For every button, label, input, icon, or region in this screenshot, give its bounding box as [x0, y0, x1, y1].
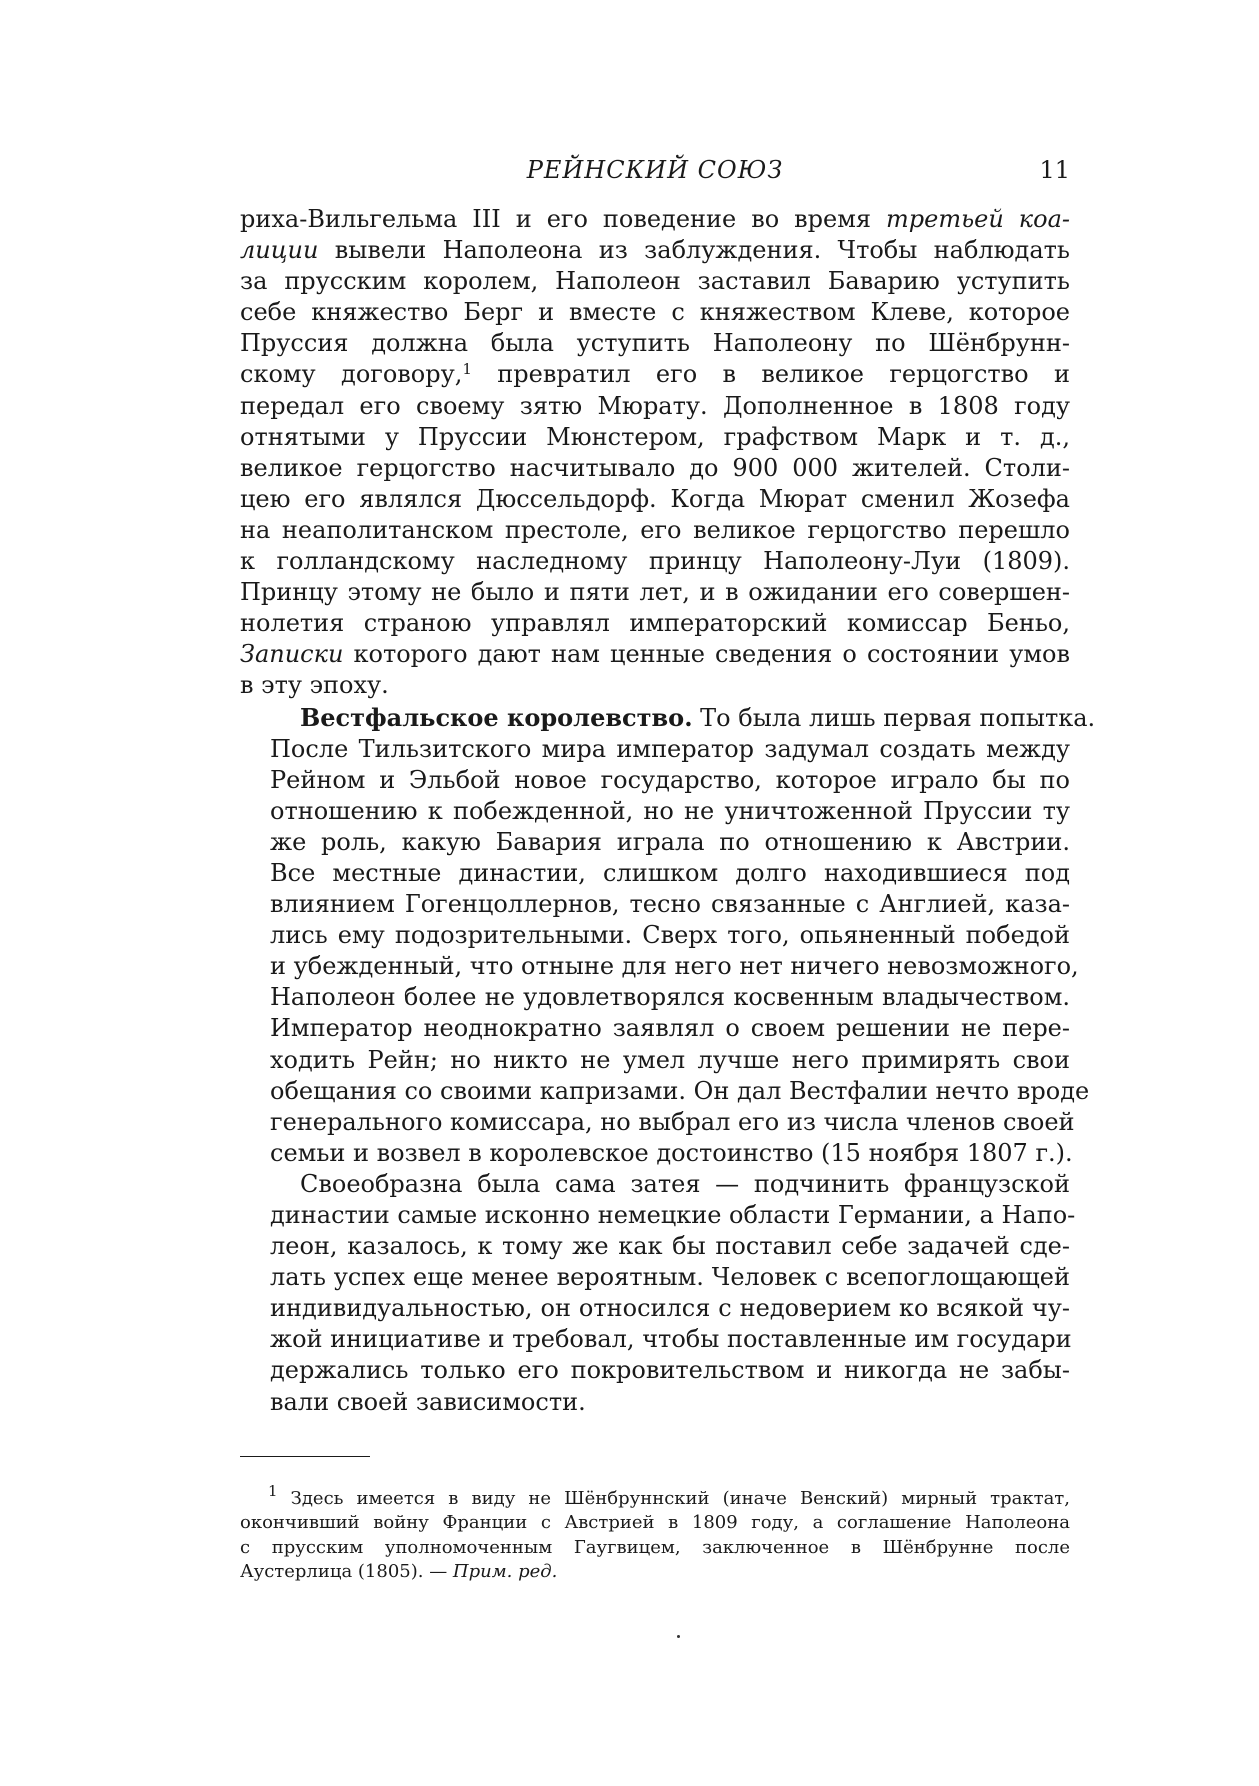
text-run: великое герцогство насчитывало до 900 000 жителей. Столи-: [240, 453, 1070, 482]
italic-run: лиции: [240, 236, 319, 265]
paragraph: [240, 1169, 1076, 1418]
text-run: вывели Наполеона из заблуждения. Чтобы наблюдать: [318, 236, 1070, 265]
text-run: влиянием Гогенцоллернов, тесно связанные с Англией, каза-: [270, 890, 1070, 919]
text-run: генерального комиссара, но выбрал его из числа членов своей: [270, 1107, 1075, 1136]
text-run: ходить Рейн; но никто не умел лучше него примирять свои: [270, 1045, 1070, 1074]
text-line: [240, 639, 1070, 670]
text-run: Рейном и Эльбой новое государство, которое играло бы по: [270, 765, 1070, 794]
footnote-line: [240, 1560, 1070, 1585]
text-run: в эту эпоху.: [240, 671, 389, 700]
text-run: обещания со своими капризами. Он дал Вестфалии нечто вроде: [270, 1076, 1090, 1105]
text-line: [240, 453, 1070, 484]
text-line: [240, 1169, 1070, 1200]
text-line: [240, 951, 1079, 982]
text-run: держались только его покровительством и никогда не забы-: [270, 1356, 1070, 1385]
text-line: [240, 422, 1070, 453]
text-run: Аустерлица (1805). —: [240, 1561, 453, 1583]
print-speck: [677, 1635, 680, 1638]
text-run: лись ему подозрительными. Сверх того, опьяненный победой: [270, 921, 1070, 950]
italic-run: Прим. ред.: [452, 1561, 558, 1583]
text-run: себе княжество Берг и вместе с княжеством Клеве, которое: [240, 298, 1070, 327]
text-line: [240, 297, 1070, 328]
text-run: Пруссия должна была уступить Наполеону по Шёнбрунн-: [240, 329, 1070, 358]
text-line: [240, 235, 1070, 266]
book-page: [240, 150, 1096, 1585]
paragraph: [240, 204, 1070, 702]
paragraph: [240, 702, 1096, 1169]
text-line: [240, 546, 1070, 577]
text-run: Наполеон более не удовлетворялся косвенным владычеством.: [270, 983, 1070, 1012]
text-run: на неаполитанском престоле, его великое герцогство перешло: [240, 515, 1070, 544]
text-run: леон, казалось, к тому же как бы поставил себе задачей сде-: [270, 1232, 1070, 1261]
text-line: [240, 577, 1070, 608]
text-line: [240, 391, 1070, 422]
text-run: жой инициативе и требовал, чтобы поставленные им государи: [270, 1325, 1072, 1354]
footnote-divider: [240, 1456, 370, 1457]
section-heading: Вестфальское королевство.: [300, 702, 693, 732]
italic-run: третьей коа-: [886, 205, 1070, 233]
text-line: [240, 858, 1070, 889]
text-run: После Тильзитского мира император задумал создать между: [270, 734, 1070, 763]
text-line: [240, 1262, 1070, 1293]
text-line: [240, 889, 1070, 920]
running-head: [240, 150, 1070, 190]
footnote: [240, 1481, 1070, 1585]
text-line: [240, 1355, 1070, 1386]
text-line: [240, 1076, 1090, 1107]
text-run: Все местные династии, слишком долго находившиеся под: [270, 858, 1070, 887]
footnote-line: [240, 1511, 1070, 1536]
text-line: [240, 328, 1070, 359]
text-run: риха-Вильгельма III и его поведение во время: [240, 205, 887, 233]
text-line: [240, 266, 1070, 297]
text-line: [240, 796, 1070, 827]
text-line: [240, 515, 1070, 546]
body-text: [240, 204, 1096, 1418]
text-line: [240, 1231, 1070, 1262]
italic-run: Записки: [240, 640, 344, 669]
text-run: цею его являлся Дюссельдорф. Когда Мюрат сменил Жозефа: [240, 484, 1070, 513]
text-run: Император неоднократно заявлял о своем решении не пере-: [270, 1014, 1070, 1043]
text-run: лать успех еще менее вероятным. Человек с всепоглощающей: [270, 1263, 1070, 1292]
text-line: [240, 608, 1070, 639]
text-run: скому договору,: [240, 360, 463, 389]
text-run: То была лишь первая попытка.: [692, 703, 1096, 732]
text-run: династии самые исконно немецкие области Германии, а Напо-: [270, 1201, 1076, 1229]
text-run: и убежденный, что отныне для него нет ничего невозможного,: [270, 952, 1079, 981]
footnote-marker: 1: [462, 360, 472, 379]
text-run: к голландскому наследному принцу Наполеону-Луи (1809).: [240, 547, 1070, 576]
text-line: [240, 1387, 1070, 1418]
footnote-line: [240, 1481, 1070, 1512]
text-run: Своеобразна была сама затея — подчинить французской: [300, 1169, 1070, 1198]
text-run: Здесь имеется в виду не Шёнбруннский (иначе Венский) мирный трактат,: [277, 1487, 1070, 1509]
text-run: семьи и возвел в королевское достоинство (15 ноября 1807 г.).: [270, 1138, 1073, 1167]
text-run: окончивший войну Франции с Австрией в 1809 году, а соглашение Наполеона: [240, 1512, 1070, 1534]
page-number: 11: [1039, 156, 1070, 184]
text-line: [240, 1200, 1076, 1231]
text-run: передал его своему зятю Мюрату. Дополненное в 1808 году: [240, 391, 1070, 420]
text-line: [240, 702, 1096, 734]
text-line: [240, 1045, 1070, 1076]
text-run: отношению к побежденной, но не уничтоженной Пруссии ту: [270, 796, 1070, 825]
text-run: за прусским королем, Наполеон заставил Баварию уступить: [240, 267, 1070, 296]
text-line: [240, 734, 1070, 765]
running-title: РЕЙНСКИЙ СОЮЗ: [526, 156, 784, 184]
text-line: [240, 1293, 1070, 1324]
text-line: [240, 204, 1070, 235]
text-line: [240, 1107, 1075, 1138]
text-line: [240, 827, 1070, 858]
text-run: с прусским уполномоченным Гаугвицем, заключенное в Шёнбрунне после: [240, 1536, 1070, 1558]
text-run: Принцу этому не было и пяти лет, и в ожидании его совершен-: [240, 578, 1070, 607]
text-run: вали своей зависимости.: [270, 1387, 586, 1416]
text-run: нолетия страною управлял императорский комиссар Беньо,: [240, 609, 1070, 638]
text-run: же роль, какую Бавария играла по отношению к Австрии.: [270, 827, 1070, 856]
footnote-marker: 1: [268, 1481, 278, 1500]
text-line: [240, 670, 1070, 701]
text-line: [240, 484, 1070, 515]
text-line: [240, 1138, 1073, 1169]
text-run: отнятыми у Пруссии Мюнстером, графством Марк и т. д.,: [240, 422, 1070, 451]
text-run: которого дают нам ценные сведения о состоянии умов: [343, 640, 1070, 669]
footnote-line: [240, 1536, 1070, 1561]
text-line: [240, 359, 1070, 390]
text-run: превратил его в великое герцогство и: [471, 360, 1070, 389]
text-line: [240, 982, 1070, 1013]
text-line: [240, 765, 1070, 796]
text-line: [240, 1013, 1070, 1044]
text-line: [240, 1324, 1070, 1355]
footnote-text: [240, 1481, 1070, 1585]
text-line: [240, 920, 1070, 951]
text-run: индивидуальностью, он относился с недоверием ко всякой чу-: [270, 1294, 1070, 1323]
